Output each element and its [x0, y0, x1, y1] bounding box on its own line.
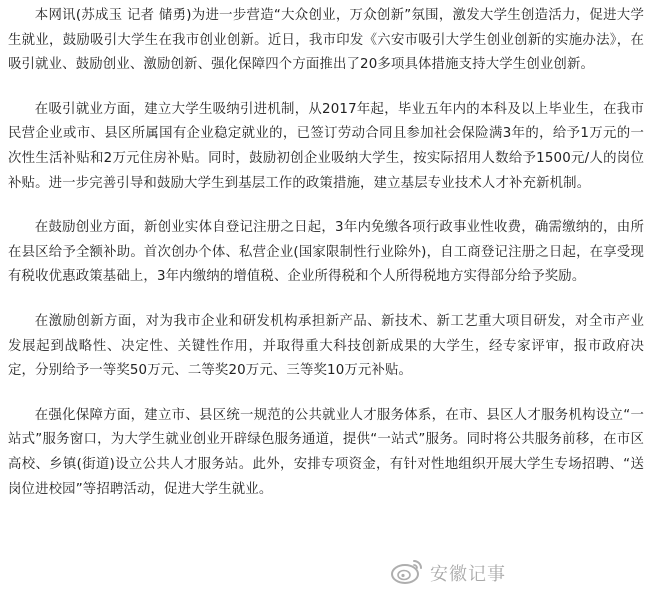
paragraph-encourage-entrepreneurship: 在鼓励创业方面，新创业实体自登记注册之日起，3年内免缴各项行政事业性收费，确需缴纳的，由所在县区给予全额补助。首次创办个体、私营企业(国家限制性行业除外)，自工商登记注册之日起，在享受现有税收优惠政策基础上，3年内缴纳的增值税、企业所得税和个人所得税地方实得部分给予奖励。 — [8, 220, 644, 285]
paragraph-attract-employment: 在吸引就业方面，建立大学生吸纳引进机制，从2017年起，毕业五年内的本科及以上毕业生，在我市民营企业或市、县区所属国有企业稳定就业的，已签订劳动合同且参加社会保险满3年的，给予1万元的一次性生活补贴和2万元住房补贴。同时，鼓励初创企业吸纳大学生，按实际招用人数给予1500元/人的岗位补贴。进一步完善引导和鼓励大学生到基层工作的政策措施，建立基层专业技术人才补充新机制。 — [8, 101, 644, 191]
article-body — [8, 4, 644, 522]
watermark — [390, 558, 506, 588]
paragraph-strengthen-support: 在强化保障方面，建立市、县区统一规范的公共就业人才服务体系，在市、县区人才服务机构设立“一站式”服务窗口，为大学生就业创业开辟绿色服务通道，提供“一站式”服务。同时将公共服务前移，在市区高校、乡镇(街道)设立公共人才服务站。此外，安排专项资金，有针对性地组织开展大学生专场招聘、“送岗位进校园”等招聘活动，促进大学生就业。 — [8, 407, 644, 497]
watermark-text: 安徽记事 — [430, 564, 506, 585]
weibo-icon — [390, 557, 424, 589]
paragraph-incentivize-innovation: 在激励创新方面，对为我市企业和研发机构承担新产品、新技术、新工艺重大项目研发，对全市产业发展起到战略性、决定性、关键性作用，并取得重大科技创新成果的大学生，经专家评审，报市政府决定，分别给予一等奖50万元、二等奖20万元、三等奖10万元补贴。 — [8, 313, 644, 379]
paragraph-intro: 本网讯(苏成玉 记者 储勇)为进一步营造“大众创业，万众创新”氛围，激发大学生创造活力，促进大学生就业，鼓励吸引大学生在我市创业创新。近日，我市印发《六安市吸引大学生创业创新的实施办法》，在吸引就业、鼓励创业、激励创新、强化保障四个方面推出了20多项具体措施支持大学生创业创新。 — [8, 8, 644, 73]
